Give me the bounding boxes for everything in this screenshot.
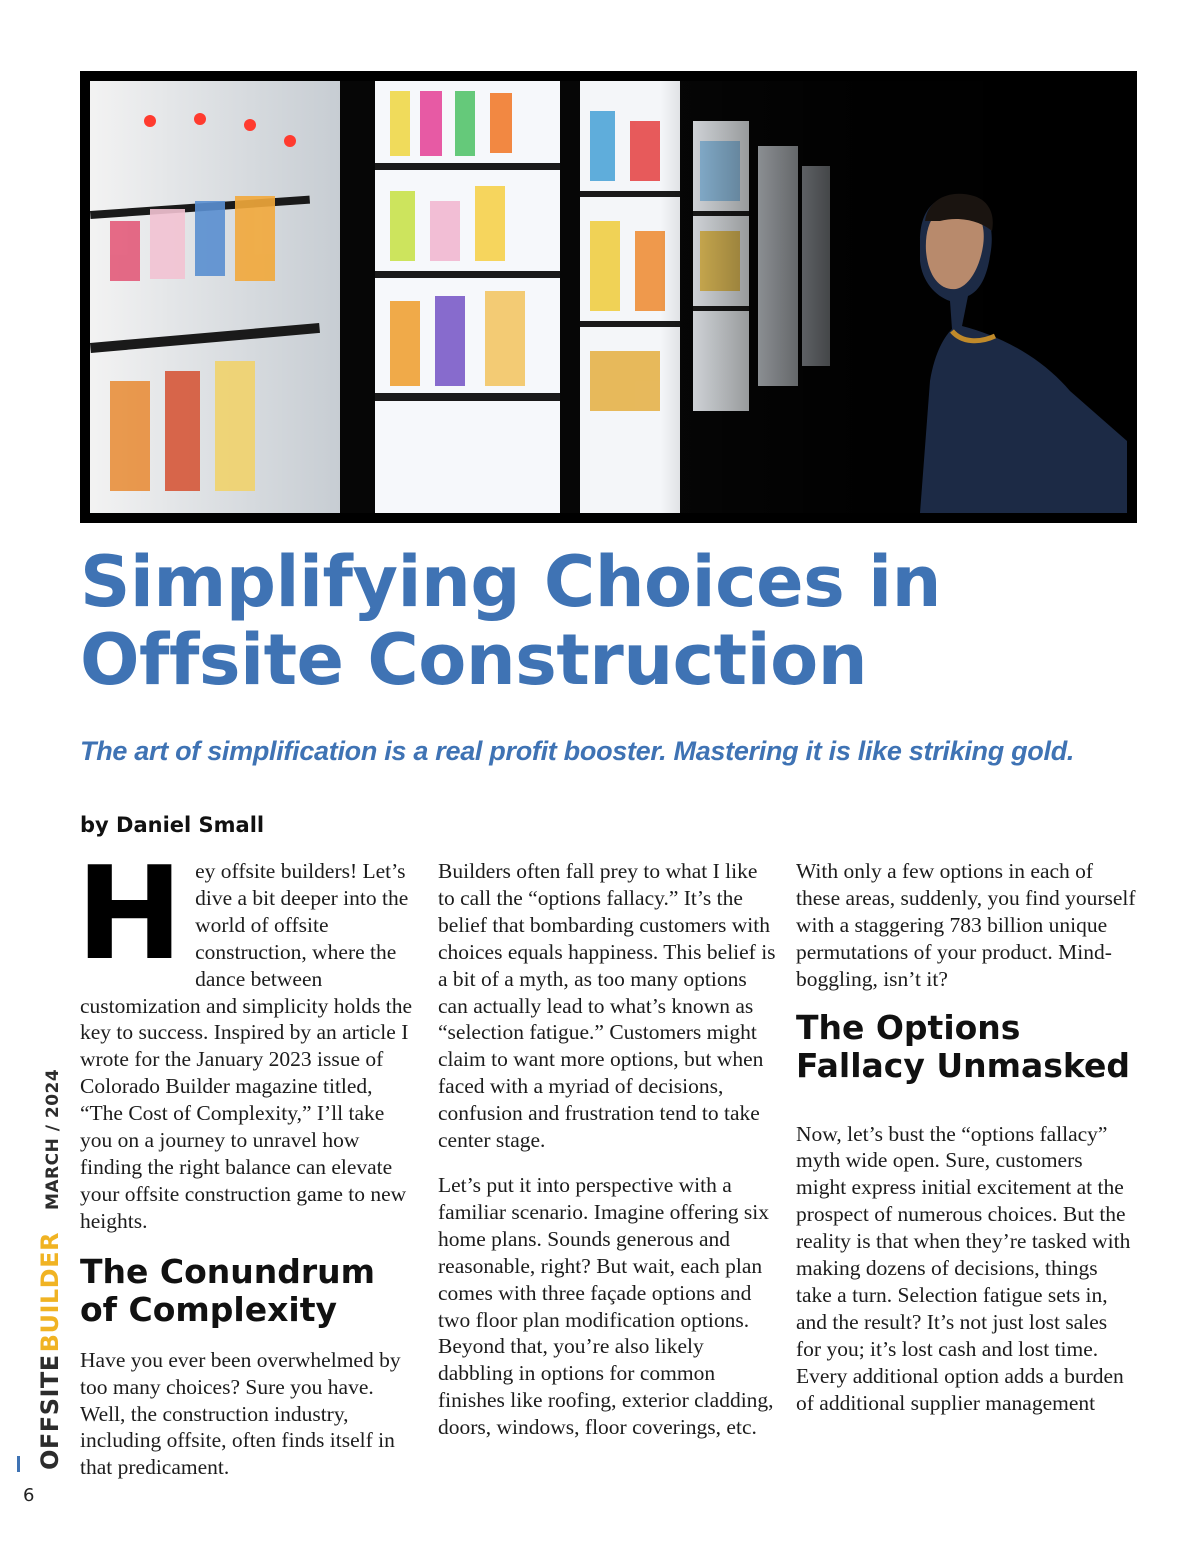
brand-builder: BUILDER: [36, 1232, 64, 1353]
magazine-folio: [36, 1069, 64, 1470]
article-deck: The art of simplification is a real profit booster. Mastering it is like striking gold.: [80, 736, 1075, 766]
column-3: [796, 858, 1136, 1417]
paragraph: Have you ever been overwhelmed by too many choices? Sure you have. Well, the construction industry, including offsite, often finds itself in that predicament.: [80, 1347, 401, 1480]
column-1: [76, 840, 420, 1481]
paragraph: With only a few options in each of these areas, suddenly, you find yourself with a staggering 783 billion unique permutations of your product. Mind-boggling, isn’t it?: [796, 859, 1136, 991]
paragraph: Now, let’s bust the “options fallacy” myth wide open. Sure, customers might express initial excitement at the prospect of numerous choices. But the reality is that when they’re tasked with making dozens of decisions, things take a turn. Selection fatigue sets in, and the result? It’s not just lost sales for you; it’s lost cash and lost time. Every additional option adds a burden of additional supplier management: [796, 1121, 1131, 1415]
subhead-options-fallacy: The Options Fallacy Unmasked: [796, 1007, 1130, 1085]
brand-offsite: OFFSITE: [36, 1354, 64, 1470]
column-2: [438, 858, 778, 1441]
vending-machines-photo: [90, 81, 1127, 513]
hero-photo: [80, 71, 1137, 523]
folio-divider: [17, 1456, 20, 1472]
issue-date: MARCH / 2024: [43, 1068, 63, 1211]
page-number: 6: [23, 1485, 35, 1506]
byline: by Daniel Small: [80, 813, 265, 837]
intro-text: ey offsite builders! Let’s dive a bit deeper into the world of offsite construction, where the dance between customization and simplicity holds the key to success. Inspired by an article I wrote for the January 2023 issue of Colorado Builder magazine titled, “The Cost of Complexity,” I’ll take you on a journey to unravel how finding the right balance can elevate your offsite construction game to new heights.: [80, 859, 413, 1233]
paragraph: Let’s put it into perspective with a familiar scenario. Imagine offering six home plans. Sounds generous and reasonable, right? But wait, each plan comes with three façade options and two floor plan modification options. Beyond that, you’re also likely dabbling in options for common finishes like roofing, exterior cladding, doors, windows, floor coverings, etc.: [438, 1172, 774, 1440]
article-headline: Simplifying Choices in Offsite Construction: [80, 541, 941, 701]
intro-paragraph: [76, 840, 420, 1235]
drop-cap: H: [76, 840, 184, 989]
paragraph: Builders often fall prey to what I like to call the “options fallacy.” It’s the belief that bombarding customers with choices equals happiness. This belief is a bit of a myth, as too many options can actually lead to what’s known as “selection fatigue.” Customers might claim to want more options, but when faced with a myriad of decisions, confusion and frustration tend to take center stage.: [438, 859, 776, 1153]
subhead-conundrum: The Conundrum of Complexity: [80, 1251, 376, 1329]
